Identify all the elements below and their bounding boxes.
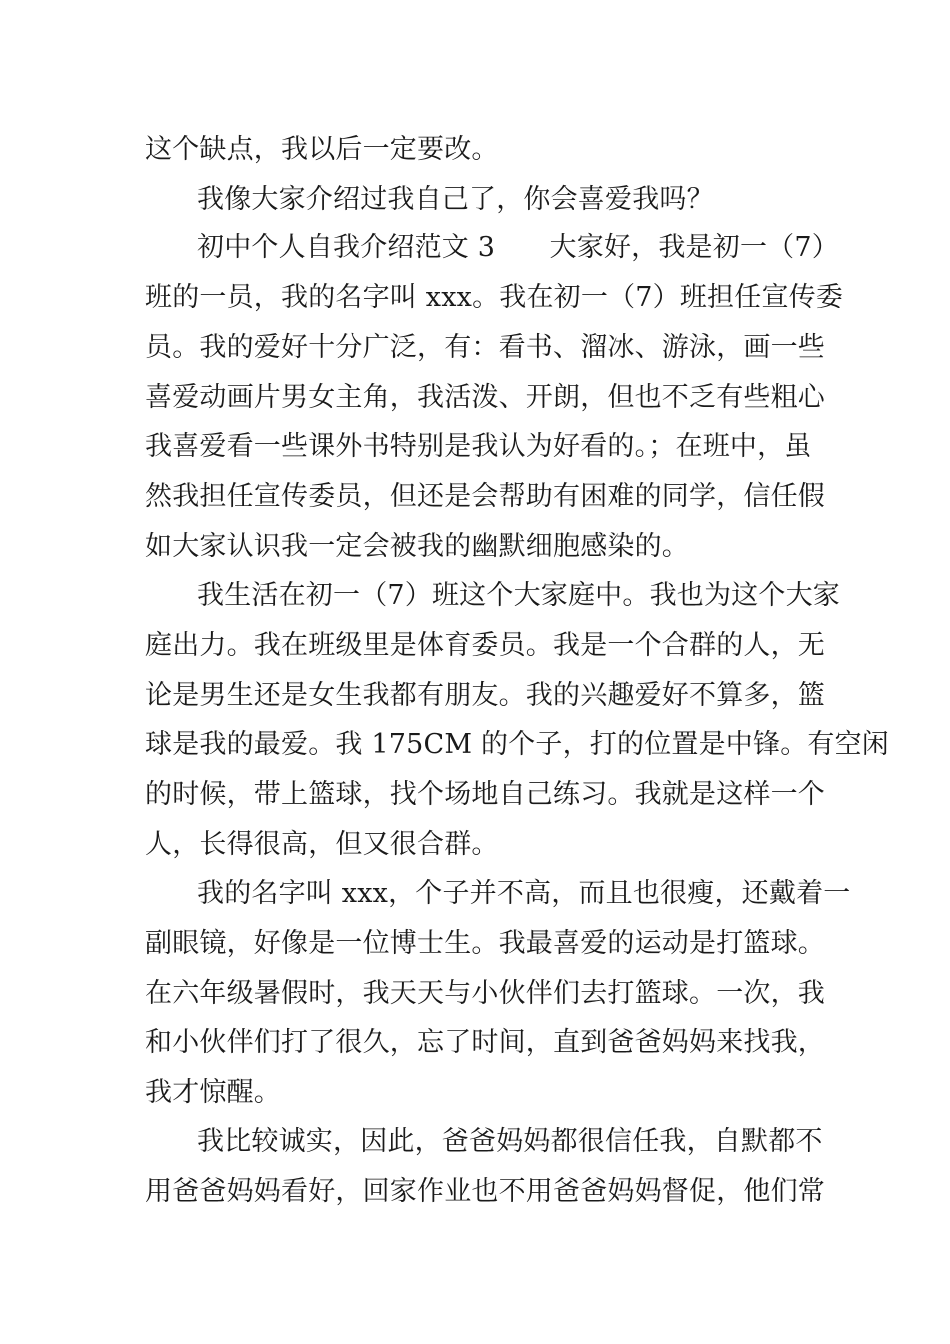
text-line: 如大家认识我一定会被我的幽默细胞感染的。 (145, 531, 689, 562)
text-line: 我喜爱看一些课外书特别是我认为好看的。；在班中，虽 (145, 431, 812, 462)
text-line: 我像大家介绍过我自己了，你会喜爱我吗？ (197, 184, 714, 215)
text-line: 然我担任宣传委员，但还是会帮助有困难的同学，信任假 (145, 481, 825, 512)
text-line: 副眼镜，好像是一位博士生。我最喜爱的运动是打篮球。 (145, 928, 825, 959)
text-line: 我比较诚实，因此，爸爸妈妈都很信任我，自默都不 (197, 1126, 823, 1157)
text-line: 初中个人自我介绍范文 3 大家好，我是初一（7） (197, 232, 839, 263)
text-line: 喜爱动画片男女主角，我活泼、开朗，但也不乏有些粗心 (145, 382, 825, 413)
text-line: 论是男生还是女生我都有朋友。我的兴趣爱好不算多，篮 (145, 680, 825, 711)
text-line: 员。我的爱好十分广泛，有：看书、溜冰、游泳，画一些 (145, 332, 825, 363)
text-line: 这个缺点，我以后一定要改。 (145, 134, 499, 165)
text-line: 庭出力。我在班级里是体育委员。我是一个合群的人，无 (145, 630, 825, 661)
text-line: 和小伙伴们打了很久，忘了时间，直到爸爸妈妈来找我， (145, 1027, 825, 1058)
text-line: 的时候，带上篮球，找个场地自己练习。我就是这样一个 (145, 779, 825, 810)
text-line: 我才惊醒。 (145, 1077, 281, 1108)
text-line: 在六年级暑假时，我天天与小伙伴们去打篮球。一次，我 (145, 978, 825, 1009)
text-line: 我的名字叫 xxx，个子并不高，而且也很瘦，还戴着一 (197, 878, 851, 909)
text-line: 我生活在初一（7）班这个大家庭中。我也为这个大家 (197, 580, 840, 611)
text-line: 人，长得很高，但又很合群。 (145, 829, 499, 860)
text-line: 班的一员，我的名字叫 xxx。我在初一（7）班担任宣传委 (145, 282, 844, 313)
text-line: 球是我的最爱。我 175CM 的个子，打的位置是中锋。有空闲 (145, 729, 890, 760)
text-line: 用爸爸妈妈看好，回家作业也不用爸爸妈妈督促，他们常 (145, 1176, 825, 1207)
